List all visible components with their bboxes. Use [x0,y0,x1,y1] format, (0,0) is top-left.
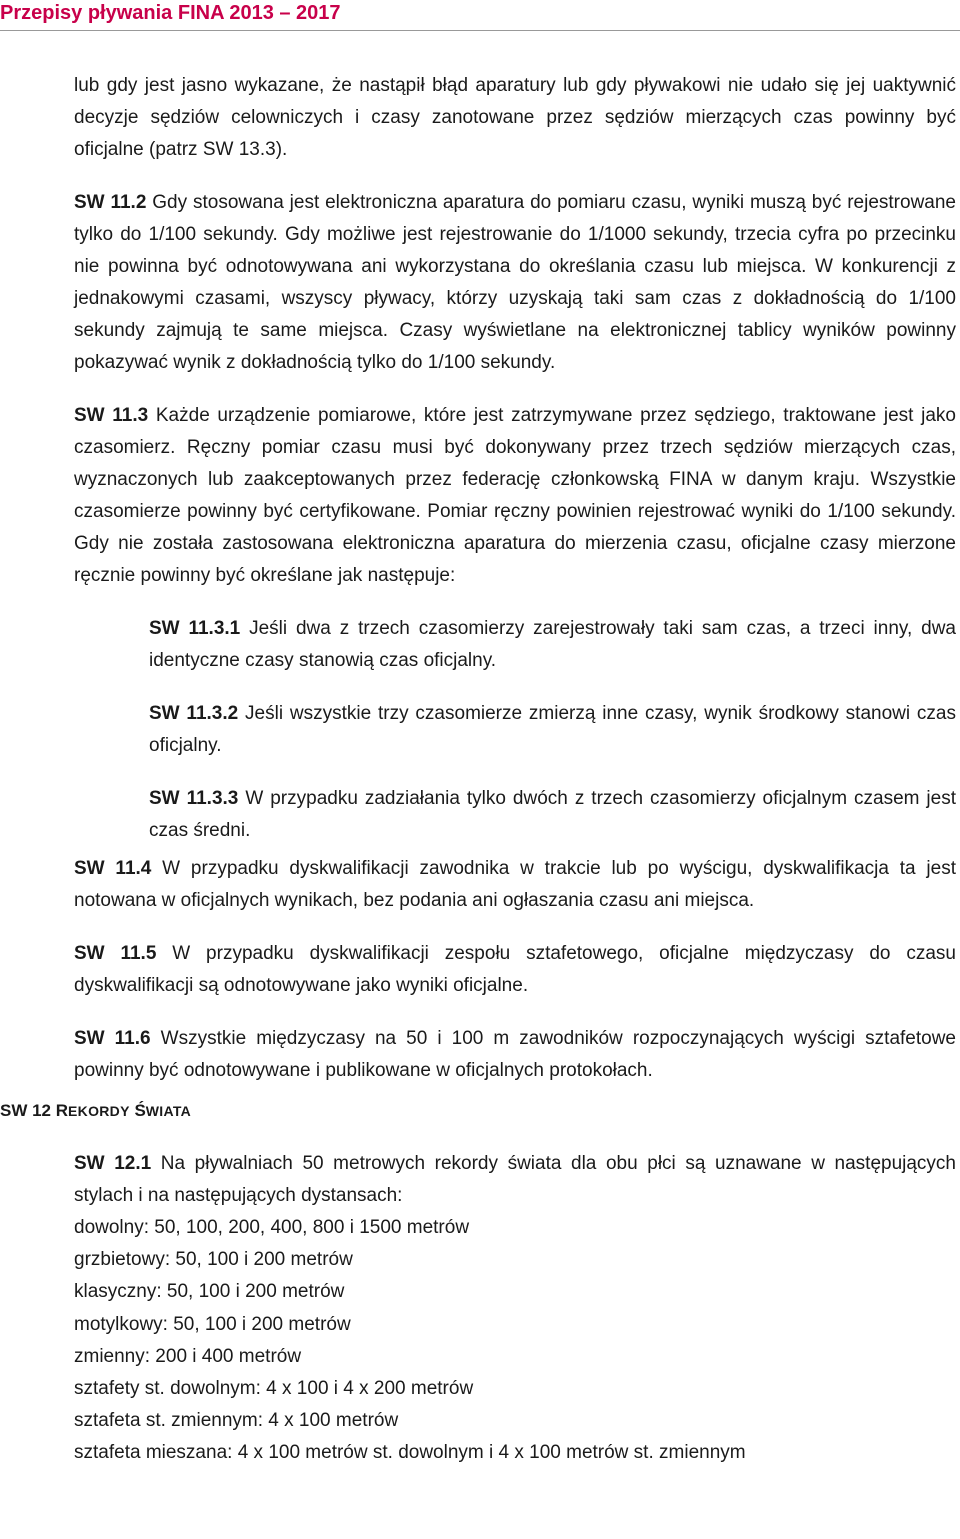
rule-sw-11-3-2 [149,698,956,762]
rule-text: Jeśli wszystkie trzy czasomierze zmierzą inne czasy, wynik środkowy stanowi czas oficjalny. [149,703,956,756]
rule-sw-12-1 [74,1148,956,1212]
document-title: Przepisy pływania FINA 2013 – 2017 [0,2,341,24]
list-item: grzbietowy: 50, 100 i 200 metrów [74,1249,353,1271]
rule-sw-11-5 [74,938,956,1002]
rule-label: SW 11.6 [74,1028,151,1049]
rule-text: Jeśli dwa z trzech czasomierzy zarejestrowały taki sam czas, a trzeci inny, dwa identyczne czasy stanowią czas oficjalny. [149,618,956,671]
rule-text: Wszystkie międzyczasy na 50 i 100 m zawodników rozpoczynających wyścigi sztafetowe powinny być odnotowywane i publikowane w oficjalnych protokołach. [74,1028,956,1081]
page-header [0,0,960,31]
document-body [0,70,956,1470]
rule-sw-11-3 [74,400,956,592]
rule-label: SW 11.3.3 [149,788,239,809]
rule-sw-11-2 [74,187,956,379]
list-item: motylkowy: 50, 100 i 200 metrów [74,1313,351,1335]
records-list [74,1212,956,1470]
list-item: sztafety st. dowolnym: 4 x 100 i 4 x 200 metrów [74,1378,474,1400]
section-heading: SW 12 REKORDY ŚWIATA [0,1101,192,1120]
rule-text: Gdy stosowana jest elektroniczna aparatura do pomiaru czasu, wyniki muszą być rejestrowane tylko do 1/100 sekundy. Gdy możliwe jest rejestrowanie do 1/1000 sekundy, trzecia cyfra po przecinku nie powinna być odnotowywana ani wykorzystana do określania czasu lub miejsca. W konkurencji z jednakowymi czasami, wszyscy pływacy, którzy uzyskają taki sam czas z dokładnością do 1/100 sekundy zajmują te same miejsca. Czasy wyświetlane na elektronicznej tablicy wyników powinny pokazywać wynik z dokładnością tylko do 1/100 sekundy. [74,192,956,373]
rule-label: SW 12.1 [74,1153,152,1174]
list-item: dowolny: 50, 100, 200, 400, 800 i 1500 metrów [74,1217,470,1238]
list-item: sztafeta st. zmiennym: 4 x 100 metrów [74,1410,399,1432]
rule-label: SW 11.2 [74,192,147,213]
paragraph-text: lub gdy jest jasno wykazane, że nastąpił błąd aparatury lub gdy pływakowi nie udało się jej uaktywnić decyzje sędziów celowniczych i czasy zanotowane przez sędziów mierzących czas powinny być oficjalne (patrz SW 13.3). [74,75,956,160]
rule-text: W przypadku dyskwalifikacji zespołu sztafetowego, oficjalne międzyczasy do czasu dyskwalifikacji są odnotowywane jako wyniki oficjalne. [74,943,956,996]
rule-text: W przypadku dyskwalifikacji zawodnika w trakcie lub po wyścigu, dyskwalifikacja ta jest notowana w oficjalnych wynikach, bez podania ani ogłaszania czasu ani miejsca. [74,858,956,911]
rule-sw-11-6 [74,1023,956,1087]
rule-sw-11-3-3 [149,783,956,847]
list-item: sztafeta mieszana: 4 x 100 metrów st. dowolnym i 4 x 100 metrów st. zmiennym [74,1442,746,1464]
list-item: zmienny: 200 i 400 metrów [74,1345,302,1367]
rule-label: SW 11.3.2 [149,703,239,724]
rule-label: SW 11.3 [74,405,149,426]
rule-text: W przypadku zadziałania tylko dwóch z trzech czasomierzy oficjalnym czasem jest czas średni. [149,788,956,841]
rule-text: Na pływalniach 50 metrowych rekordy świata dla obu płci są uznawane w następujących stylach i na następujących dystansach: [74,1153,956,1206]
rule-text: Każde urządzenie pomiarowe, które jest zatrzymywane przez sędziego, traktowane jest jako czasomierz. Ręczny pomiar czasu musi być dokonywany przez trzech sędziów mierzących czas, wyznaczonych lub zaakceptowanych przez federację członkowską FINA w danym kraju. Wszystkie czasomierze powinny być certyfikowane. Pomiar ręczny powinien rejestrować wyniki do 1/100 sekundy. Gdy nie została zastosowana elektroniczna aparatura do mierzenia czasu, oficjalne czasy mierzone ręcznie powinny być określane jak następuje: [74,405,956,586]
rule-sw-11-3-1 [149,613,956,677]
rule-label: SW 11.3.1 [149,618,241,639]
rule-label: SW 11.5 [74,943,157,964]
rule-label: SW 11.4 [74,858,152,879]
paragraph-continuation [74,70,956,166]
list-item: klasyczny: 50, 100 i 200 metrów [74,1281,345,1303]
rule-sw-11-4 [74,853,956,917]
